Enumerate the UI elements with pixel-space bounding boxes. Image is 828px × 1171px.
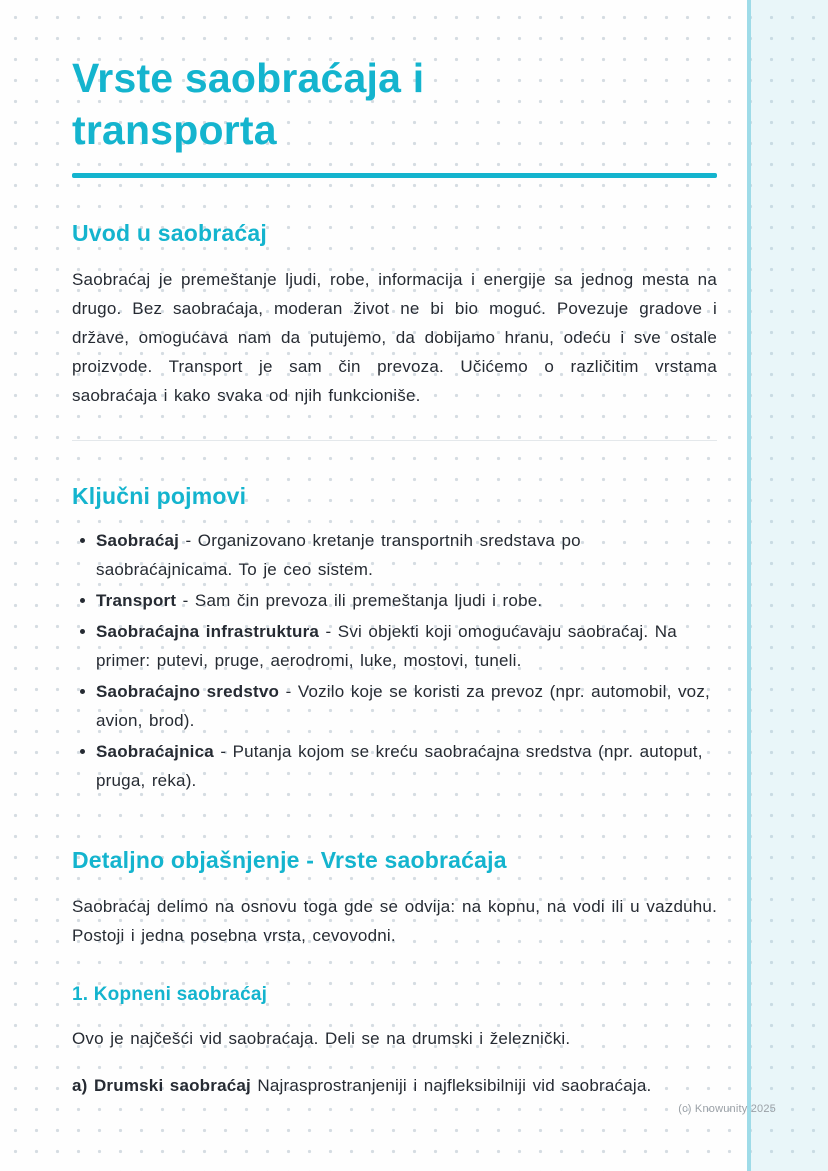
intro-paragraph: Saobraćaj je premeštanje ljudi, robe, informacija i energije sa jednog mesta na drugo. Bez saobraćaja, moderan život ne bi bio moguć. Povezuje gradove i države, omogućava nam da putujemo, da dobijamo hranu, odeću i sve ostale proizvode. Transport je sam čin prevoza. Učićemo o različitim vrstama saobraćaja i kako svaka od njih funkcioniše. [72,269,717,405]
section-heading-kljucni-pojmovi: Ključni pojmovi [72,482,247,509]
term-name: Saobraćajno sredstvo [96,681,280,701]
section-kljucni-pojmovi [72,483,717,795]
list-item [96,617,717,675]
key-terms-list [72,526,717,795]
document-content [72,52,717,1100]
subsection-paragraph: Ovo je najčešći vid saobraćaja. Deli se na drumski i železnički. [72,1028,571,1048]
title-underline [72,173,717,178]
right-margin-line [747,0,751,1171]
term-definition: - Putanja kojom se kreću saobraćajna sredstva (npr. autoput, pruga, reka). [96,741,703,790]
list-item [96,677,717,735]
copyright-notice: (c) Knowunity 2025 [678,1103,776,1115]
section-divider [72,440,717,441]
drumski-lead: a) Drumski saobraćaj [72,1075,251,1095]
term-definition: - Organizovano kretanje transportnih sredstava po saobraćajnicama. To je ceo sistem. [96,530,581,579]
term-name: Transport [96,590,177,610]
section-uvod [72,220,717,410]
term-definition: - Vozilo koje se koristi za prevoz (npr. automobil, voz, avion, brod). [96,681,710,730]
drumski-text: Najrasprostranjeniji i najfleksibilniji vid saobraćaja. [257,1075,652,1095]
section-heading-detaljno: Detaljno objašnjenje - Vrste saobraćaja [72,846,507,873]
list-item [96,586,717,615]
subsection-heading-kopneni: 1. Kopneni saobraćaj [72,983,268,1005]
right-margin-strip [751,0,828,1171]
drumski-paragraph [72,1071,717,1100]
section-detaljno-objasnjenje [72,847,717,1100]
term-name: Saobraćajnica [96,741,214,761]
list-item [96,526,717,584]
page-title: Vrste saobraćaja i transporta [72,55,425,154]
detail-paragraph: Saobraćaj delimo na osnovu toga gde se odvija: na kopnu, na vodi ili u vazduhu. Postoji i jedna posebna vrsta, cevovodni. [72,896,717,945]
term-definition: - Sam čin prevoza ili premeštanja ljudi i robe. [182,590,543,610]
section-heading-uvod: Uvod u saobraćaj [72,219,267,246]
list-item [96,737,717,795]
term-definition: - Svi objekti koji omogućavaju saobraćaj. Na primer: putevi, pruge, aerodromi, luke, mostovi, tuneli. [96,621,677,670]
term-name: Saobraćajna infrastruktura [96,621,320,641]
term-name: Saobraćaj [96,530,180,550]
